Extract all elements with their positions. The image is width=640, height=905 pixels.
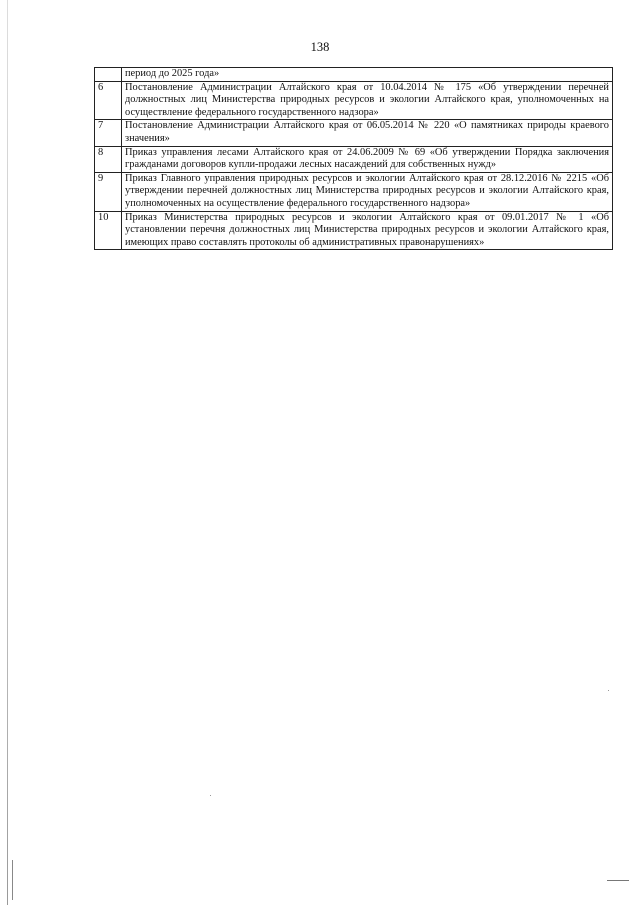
row-number: 7 bbox=[95, 120, 122, 146]
row-number bbox=[95, 68, 122, 82]
scan-dot bbox=[210, 795, 211, 796]
row-text: Постановление Администрации Алтайского края от 06.05.2014 № 220 «О памятниках природы краевого значения» bbox=[122, 120, 613, 146]
row-number: 10 bbox=[95, 211, 122, 250]
row-number: 6 bbox=[95, 81, 122, 120]
scan-edge-mark bbox=[12, 860, 13, 900]
scan-dot bbox=[608, 690, 609, 691]
row-text: период до 2025 года» bbox=[122, 68, 613, 82]
document-table bbox=[94, 67, 613, 250]
scan-corner-mark bbox=[607, 880, 629, 881]
row-number: 8 bbox=[95, 146, 122, 172]
page-number: 138 bbox=[310, 40, 330, 54]
table-row bbox=[95, 81, 613, 120]
row-text: Приказ Министерства природных ресурсов и экологии Алтайского края от 09.01.2017 № 1 «Об установлении перечня должностных лиц Министерства природных ресурсов и экологии Алтайского края, имеющих право составлять протоколы об административных правонарушениях» bbox=[122, 211, 613, 250]
row-text: Постановление Администрации Алтайского края от 10.04.2014 № 175 «Об утверждении перечней должностных лиц Министерства природных ресурсов и экологии Алтайского края, уполномоченных на осуществление федерального государственного надзора» bbox=[122, 81, 613, 120]
table-row bbox=[95, 120, 613, 146]
scan-edge-line bbox=[7, 0, 8, 905]
table-row bbox=[95, 211, 613, 250]
table-row bbox=[95, 172, 613, 211]
row-number: 9 bbox=[95, 172, 122, 211]
table-row bbox=[95, 68, 613, 82]
row-text: Приказ управления лесами Алтайского края от 24.06.2009 № 69 «Об утверждении Порядка заключения гражданами договоров купли-продажи лесных насаждений для собственных нужд» bbox=[122, 146, 613, 172]
row-text: Приказ Главного управления природных ресурсов и экологии Алтайского края от 28.12.2016 № 2215 «Об утверждении перечней должностных лиц Министерства природных ресурсов и экологии Алтайского края, уполномоченных на осуществление федерального государственного надзора» bbox=[122, 172, 613, 211]
table-row bbox=[95, 146, 613, 172]
